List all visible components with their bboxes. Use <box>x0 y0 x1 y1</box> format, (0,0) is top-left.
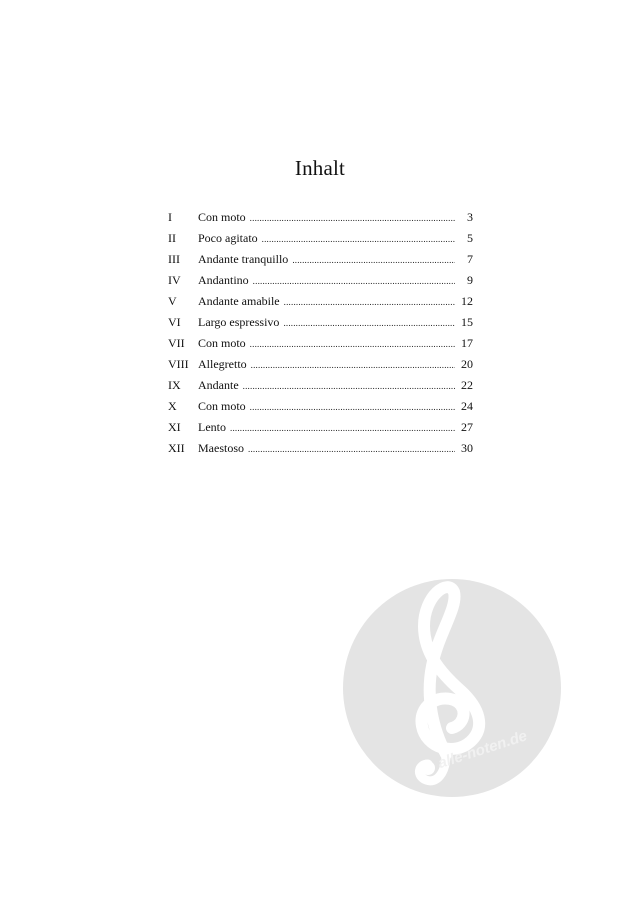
toc-entry-title: Poco agitato <box>198 231 258 245</box>
toc-entry-number: V <box>168 294 177 308</box>
toc-entry-number: I <box>168 210 172 224</box>
toc-entry-title: Andantino <box>198 273 249 287</box>
toc-leader-dots <box>243 376 455 397</box>
toc-leader-dots <box>283 313 455 334</box>
toc-entry <box>168 438 473 459</box>
toc-leader-dots <box>250 397 455 418</box>
toc-entry-page: 5 <box>467 231 473 245</box>
toc-entry-page: 12 <box>461 294 473 308</box>
toc-entry <box>168 396 473 417</box>
toc-entry-title: Con moto <box>198 336 246 350</box>
page-title: Inhalt <box>294 156 346 180</box>
table-of-contents <box>168 207 473 459</box>
toc-entry-number: VII <box>168 336 185 350</box>
toc-entry-number: II <box>168 231 176 245</box>
toc-entry <box>168 207 473 228</box>
toc-leader-dots <box>250 208 455 229</box>
toc-entry-page: 17 <box>461 336 473 350</box>
toc-entry-page: 22 <box>461 378 473 392</box>
toc-entry-number: III <box>168 252 180 266</box>
toc-leader-dots <box>251 355 455 376</box>
toc-leader-dots <box>248 439 455 460</box>
toc-entry <box>168 228 473 249</box>
toc-entry-title: Andante tranquillo <box>198 252 289 266</box>
toc-entry-page: 27 <box>461 420 473 434</box>
watermark-text: alle-noten.de <box>435 727 530 773</box>
toc-entry-title: Largo espressivo <box>198 315 280 329</box>
toc-entry-page: 15 <box>461 315 473 329</box>
toc-leader-dots <box>292 250 455 271</box>
toc-entry-title: Andante <box>198 378 239 392</box>
toc-entry-number: VI <box>168 315 181 329</box>
toc-leader-dots <box>253 271 455 292</box>
toc-entry-number: XII <box>168 441 185 455</box>
toc-leader-dots <box>250 334 455 355</box>
toc-entry <box>168 270 473 291</box>
toc-entry-number: XI <box>168 420 181 434</box>
toc-entry <box>168 375 473 396</box>
toc-leader-dots <box>230 418 455 439</box>
toc-leader-dots <box>262 229 455 250</box>
toc-entry <box>168 291 473 312</box>
toc-entry-title: Maestoso <box>198 441 244 455</box>
toc-leader-dots <box>284 292 455 313</box>
toc-entry-number: IX <box>168 378 181 392</box>
toc-entry-title: Andante amabile <box>198 294 280 308</box>
toc-entry-page: 9 <box>467 273 473 287</box>
toc-entry-page: 3 <box>467 210 473 224</box>
toc-entry-title: Lento <box>198 420 226 434</box>
toc-entry-page: 20 <box>461 357 473 371</box>
toc-entry <box>168 417 473 438</box>
toc-entry-number: VIII <box>168 357 189 371</box>
toc-entry-title: Con moto <box>198 399 246 413</box>
toc-entry-page: 30 <box>461 441 473 455</box>
toc-entry <box>168 333 473 354</box>
toc-entry-number: X <box>168 399 177 413</box>
toc-entry-page: 24 <box>461 399 473 413</box>
toc-entry <box>168 354 473 375</box>
toc-entry-title: Allegretto <box>198 357 247 371</box>
toc-entry-page: 7 <box>467 252 473 266</box>
toc-entry <box>168 312 473 333</box>
toc-entry-title: Con moto <box>198 210 246 224</box>
toc-entry-number: IV <box>168 273 181 287</box>
toc-entry <box>168 249 473 270</box>
watermark <box>342 578 562 798</box>
